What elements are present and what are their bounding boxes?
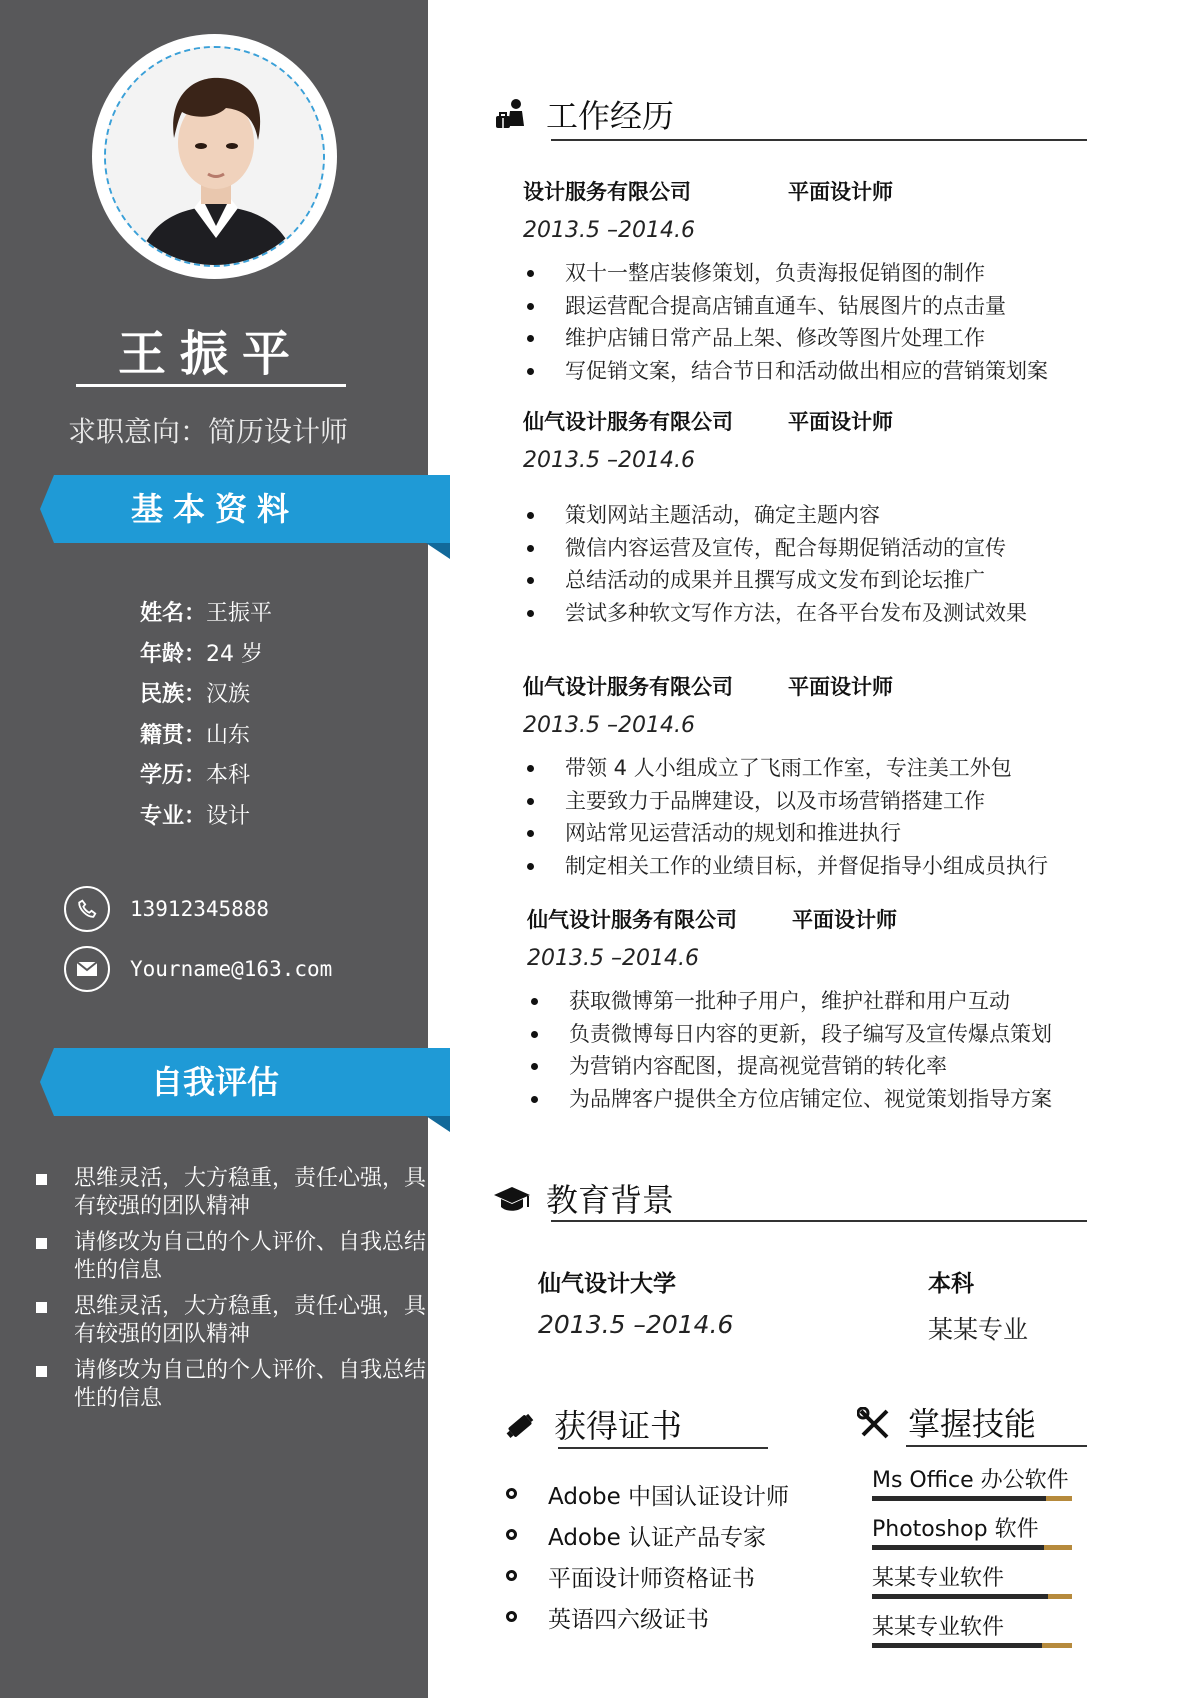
info-item [140, 596, 272, 637]
cert-item [506, 1560, 789, 1601]
cert-section-line [558, 1447, 768, 1449]
skill-level-fill [872, 1594, 1048, 1599]
cert-section-header [500, 1406, 682, 1446]
self-eval-item [36, 1357, 426, 1413]
job-entry [523, 671, 1103, 882]
skill-item [872, 1512, 1072, 1561]
job-date: 2013.5 –2014.6 [523, 448, 695, 473]
tools-icon [854, 1404, 894, 1444]
mail-icon [64, 946, 110, 992]
job-date: 2013.5 –2014.6 [523, 218, 695, 243]
info-item [140, 677, 272, 718]
job-duty: 双十一整店装修策划，负责海报促销图的制作 [523, 257, 1103, 290]
work-section-line [551, 139, 1087, 141]
job-duties [523, 499, 1103, 629]
candidate-name: 王振平 [117, 326, 304, 382]
info-key: 专业： [140, 803, 207, 829]
skill-name: 某某专业软件 [872, 1615, 1005, 1640]
certificate-icon [500, 1406, 540, 1446]
edu-section-line [551, 1220, 1087, 1222]
cert-text: Adobe 中国认证设计师 [548, 1484, 790, 1510]
job-duties [527, 985, 1107, 1115]
job-duty: 制定相关工作的业绩目标，并督促指导小组成员执行 [523, 850, 1103, 883]
skills-section-header [854, 1404, 1036, 1444]
cert-item [506, 1519, 789, 1560]
skill-name: Photoshop 软件 [872, 1517, 1039, 1542]
work-section-title: 工作经历 [546, 97, 675, 135]
job-duty: 总结活动的成果并且撰写成文发布到论坛推广 [523, 564, 1103, 597]
skill-bar [872, 1643, 1072, 1648]
info-item [140, 799, 272, 840]
job-intent: 求职意向：简历设计师 [68, 415, 349, 448]
job-duties [523, 257, 1103, 387]
name-underline [76, 384, 346, 387]
cert-text: 平面设计师资格证书 [548, 1566, 755, 1592]
skill-level-fill [872, 1545, 1044, 1550]
skill-bar [872, 1496, 1072, 1501]
profile-photo-frame [92, 34, 337, 279]
job-role: 平面设计师 [792, 908, 897, 932]
job-duty: 为品牌客户提供全方位店铺定位、视觉策划指导方案 [527, 1083, 1107, 1116]
job-date: 2013.5 –2014.6 [523, 713, 695, 738]
self-eval-text: 请修改为自己的个人评价、自我总结性的信息 [74, 1358, 427, 1411]
info-key: 学历： [140, 763, 207, 788]
self-eval-text: 请修改为自己的个人评价、自我总结性的信息 [74, 1230, 427, 1283]
info-value: 本科 [206, 763, 251, 788]
ribbon-fold [426, 543, 450, 559]
job-date: 2013.5 –2014.6 [527, 946, 699, 971]
job-role: 平面设计师 [788, 180, 893, 204]
job-company: 仙气设计服务有限公司 [523, 675, 733, 699]
phone-number[interactable]: 13912345888 [130, 897, 270, 921]
job-duty: 微信内容运营及宣传，配合每期促销活动的宣传 [523, 532, 1103, 565]
info-item [140, 758, 272, 799]
edu-section-header [492, 1180, 674, 1220]
self-eval-item [36, 1165, 426, 1221]
job-company: 仙气设计服务有限公司 [527, 908, 737, 932]
self-eval-text: 思维灵活，大方稳重，责任心强，具有较强的团队精神 [74, 1294, 427, 1347]
sidebar [0, 0, 428, 1698]
cert-text: Adobe 认证产品专家 [548, 1525, 767, 1551]
job-duty: 获取微博第一批种子用户，维护社群和用户互动 [527, 985, 1107, 1018]
job-entry [523, 176, 1103, 387]
skill-name: Ms Office 办公软件 [872, 1468, 1069, 1493]
info-key: 籍贯： [140, 722, 207, 748]
email-address[interactable]: Yourname@163.com [130, 957, 333, 981]
info-key: 姓名： [140, 601, 207, 626]
info-value: 汉族 [206, 682, 251, 707]
work-icon [492, 96, 532, 136]
edu-school: 仙气设计大学 [538, 1271, 676, 1297]
info-value: 王振平 [206, 601, 273, 626]
job-company: 仙气设计服务有限公司 [523, 410, 733, 434]
skill-item [872, 1463, 1072, 1512]
edu-section-title: 教育背景 [546, 1181, 675, 1219]
ribbon-fold [426, 1116, 450, 1132]
skills-section-line [906, 1445, 1087, 1447]
basic-info-title: 基本资料 [130, 490, 299, 528]
phone-icon [64, 886, 110, 932]
profile-photo [104, 46, 325, 267]
info-item [140, 718, 272, 759]
job-entry [523, 406, 1103, 629]
cert-list [506, 1478, 789, 1642]
skill-name: 某某专业软件 [872, 1566, 1005, 1591]
job-company: 设计服务有限公司 [523, 180, 691, 204]
self-eval-item [36, 1293, 426, 1349]
info-value: 山东 [206, 722, 251, 748]
basic-info-list [140, 596, 272, 839]
edu-date: 2013.5 –2014.6 [538, 1310, 734, 1339]
cert-item [506, 1478, 789, 1519]
job-duty: 主要致力于品牌建设，以及市场营销搭建工作 [523, 785, 1103, 818]
job-duty: 写促销文案，结合节日和活动做出相应的营销策划案 [523, 355, 1103, 388]
contact-phone [64, 886, 269, 932]
skill-item [872, 1561, 1072, 1610]
skill-level-fill [872, 1496, 1046, 1501]
skills-list [872, 1463, 1072, 1659]
job-duty: 带领 4 人小组成立了飞雨工作室，专注美工外包 [523, 752, 1103, 785]
info-key: 年龄： [140, 641, 207, 667]
job-duty: 负责微博每日内容的更新，段子编写及宣传爆点策划 [527, 1018, 1107, 1051]
self-eval-list [36, 1165, 426, 1421]
info-item [140, 637, 272, 678]
edu-major: 某某专业 [928, 1315, 1029, 1344]
job-role: 平面设计师 [788, 410, 893, 434]
info-value: 24 岁 [206, 641, 264, 667]
graduation-cap-icon [492, 1180, 532, 1220]
skill-bar [872, 1545, 1072, 1550]
job-duty: 跟运营配合提高店铺直通车、钻展图片的点击量 [523, 290, 1103, 323]
job-entry [527, 904, 1107, 1115]
skill-item [872, 1610, 1072, 1659]
job-duty: 网站常见运营活动的规划和推进执行 [523, 817, 1103, 850]
self-eval-item [36, 1229, 426, 1285]
edu-degree: 本科 [928, 1271, 974, 1297]
skills-section-title: 掌握技能 [908, 1405, 1037, 1443]
job-duty: 尝试多种软文写作方法，在各平台发布及测试效果 [523, 597, 1103, 630]
job-duties [523, 752, 1103, 882]
info-value: 设计 [206, 803, 251, 829]
job-duty: 维护店铺日常产品上架、修改等图片处理工作 [523, 322, 1103, 355]
job-role: 平面设计师 [788, 675, 893, 699]
self-eval-ribbon [40, 1048, 450, 1116]
contact-email [64, 946, 332, 992]
basic-info-ribbon [40, 475, 450, 543]
info-key: 民族： [140, 682, 207, 707]
self-eval-title: 自我评估 [150, 1063, 279, 1101]
skill-bar [872, 1594, 1072, 1599]
cert-item [506, 1601, 789, 1642]
job-duty: 为营销内容配图，提高视觉营销的转化率 [527, 1050, 1107, 1083]
self-eval-text: 思维灵活，大方稳重，责任心强，具有较强的团队精神 [74, 1166, 427, 1219]
cert-text: 英语四六级证书 [548, 1607, 709, 1633]
skill-level-fill [872, 1643, 1042, 1648]
work-section-header [492, 96, 674, 136]
cert-section-title: 获得证书 [554, 1407, 683, 1445]
job-duty: 策划网站主题活动，确定主题内容 [523, 499, 1103, 532]
